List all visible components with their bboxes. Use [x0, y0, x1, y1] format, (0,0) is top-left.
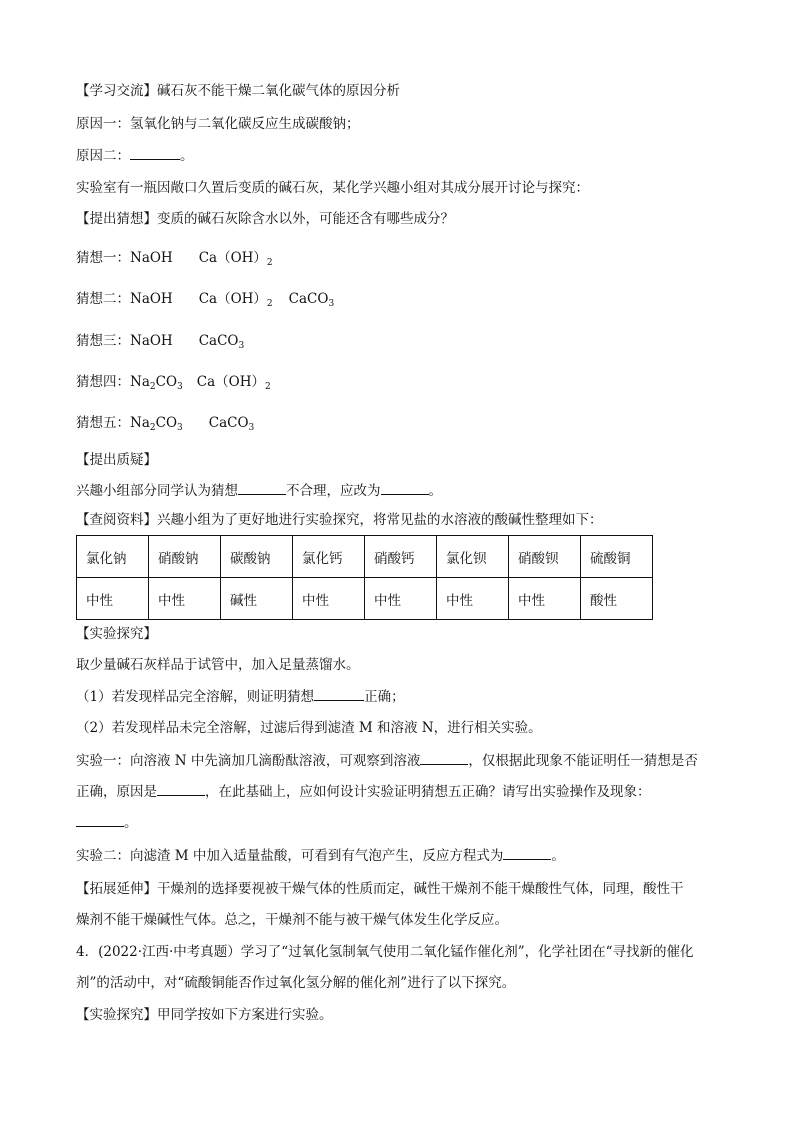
- section-tag: 【拓展延伸】: [76, 881, 157, 897]
- answer-blank[interactable]: [381, 482, 429, 495]
- table-cell: 氯化钙: [293, 536, 365, 578]
- table-cell: 硝酸钙: [365, 536, 437, 578]
- section-tag: 【实验探究】: [76, 1007, 157, 1023]
- step-two: （2）若发现样品未完全溶解，过滤后得到滤渣 M 和溶液 N，进行相关实验。: [76, 720, 542, 736]
- intro-line: [76, 82, 400, 100]
- answer-blank[interactable]: [76, 814, 124, 827]
- question-heading: 【提出质疑】: [76, 452, 157, 468]
- table-cell: 碳酸钠: [221, 536, 293, 578]
- intro-text: 碱石灰不能干燥二氧化碳气体的原因分析: [157, 83, 400, 99]
- explore-heading: 【实验探究】: [76, 626, 157, 642]
- answer-blank[interactable]: [238, 482, 286, 495]
- reason-two: 原因二： 。: [76, 148, 194, 164]
- table-cell: 中性: [437, 578, 509, 620]
- extend-line-1: 【拓展延伸】干燥剂的选择要视被干燥气体的性质而定，碱性干燥剂不能干燥酸性气体，同理，酸性干: [76, 881, 684, 897]
- table-cell: 硝酸钡: [509, 536, 581, 578]
- sample-line: 取少量碱石灰样品于试管中，加入足量蒸馏水。: [76, 657, 360, 673]
- answer-blank[interactable]: [420, 752, 468, 765]
- salt-table: [76, 535, 653, 620]
- table-cell: 氯化钠: [77, 536, 149, 578]
- answer-blank[interactable]: [503, 847, 551, 860]
- experiment-one: 实验一：向溶液 N 中先滴加几滴酚酞溶液，可观察到溶液 ，仅根据此现象不能证明任一猜想是否: [76, 753, 698, 769]
- section-tag: 【学习交流】: [76, 83, 157, 99]
- lookup-line: 【查阅资料】兴趣小组为了更好地进行实验探究，将常见盐的水溶液的酸碱性整理如下：: [76, 512, 603, 528]
- final-line: 【实验探究】甲同学按如下方案进行实验。: [76, 1007, 333, 1023]
- reason-one: 原因一：氢氧化钠与二氧化碳反应生成碳酸钠；: [76, 116, 360, 132]
- table-cell: 酸性: [581, 578, 653, 620]
- section-tag: 【提出猜想】: [76, 211, 157, 227]
- guess-item: 猜想五：$Na_2CO_3$ CaCO$_3$: [76, 415, 255, 433]
- table-cell: 碱性: [221, 578, 293, 620]
- table-cell: 氯化钡: [437, 536, 509, 578]
- table-cell: 硫酸铜: [581, 536, 653, 578]
- table-cell: 硝酸钠: [149, 536, 221, 578]
- guess-item: 猜想四：$Na_2CO_3$ $Ca(OH)_2$: [76, 374, 271, 392]
- table-row: [77, 536, 653, 578]
- extend-line-2: 燥剂不能干燥碱性气体。总之，干燥剂不能与被干燥气体发生化学反应。: [76, 912, 508, 928]
- experiment-one-end: 。: [76, 814, 138, 832]
- experiment-one-cont: 正确，原因是 ，在此基础上，应如何设计实验证明猜想五正确？请写出实验操作及现象：: [76, 784, 651, 800]
- guess-heading: 【提出猜想】变质的碱石灰除含水以外，可能还含有哪些成分？: [76, 211, 454, 227]
- answer-blank[interactable]: [314, 688, 364, 701]
- guess-item: 猜想二：NaOH $Ca(OH)_2$ CaCO$_3$: [76, 291, 335, 309]
- question-four-line-2: 剂”的活动中，对“硫酸铜能否作过氧化氢分解的催化剂”进行了以下探究。: [76, 975, 516, 991]
- guess-item: 猜想一：NaOH $Ca(OH)_2$: [76, 250, 273, 268]
- section-tag: 【查阅资料】: [76, 512, 157, 528]
- question-four-line-1: 4．(2022·江西·中考真题）学习了“过氧化氢制氧气使用二氧化锰作催化剂”，化学社团在“寻找新的催化: [76, 944, 694, 960]
- table-cell: 中性: [149, 578, 221, 620]
- table-row: [77, 578, 653, 620]
- table-cell: 中性: [77, 578, 149, 620]
- answer-blank[interactable]: [157, 783, 205, 796]
- table-cell: 中性: [365, 578, 437, 620]
- experiment-two: 实验二：向滤渣 M 中加入适量盐酸，可看到有气泡产生，反应方程式为 。: [76, 848, 565, 864]
- question-line: 兴趣小组部分同学认为猜想 不合理，应改为 。: [76, 483, 442, 499]
- answer-blank[interactable]: [130, 147, 180, 160]
- guess-item: 猜想三：NaOH CaCO$_3$: [76, 333, 245, 351]
- table-cell: 中性: [293, 578, 365, 620]
- table-cell: 中性: [509, 578, 581, 620]
- step-one: （1）若发现样品完全溶解，则证明猜想 正确；: [76, 689, 405, 705]
- lab-description: 实验室有一瓶因敞口久置后变质的碱石灰，某化学兴趣小组对其成分展开讨论与探究：: [76, 180, 589, 196]
